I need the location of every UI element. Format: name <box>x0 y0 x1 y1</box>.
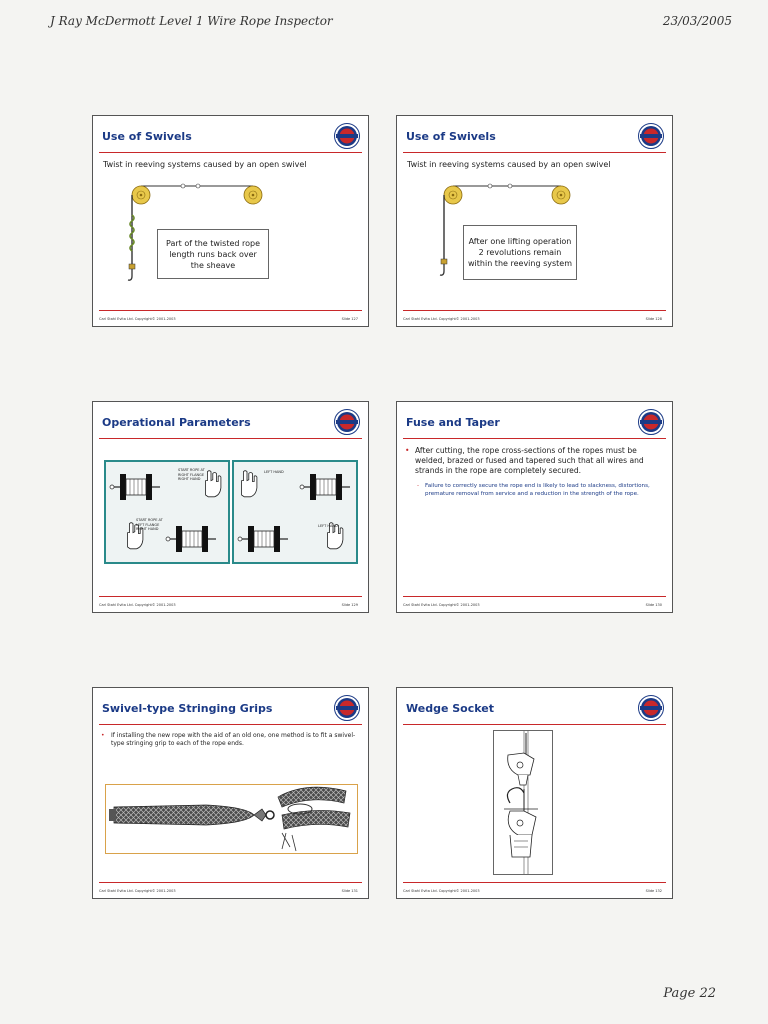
diagram-label-left-hand: LEFT HAND <box>264 470 284 474</box>
slide-footer-copyright: Carl Stahl Evita Ltd. Copyright© 2001-2003 <box>99 889 176 893</box>
slide-subtitle: Twist in reeving systems caused by an open swivel <box>407 160 611 169</box>
slide-footer-number: Slide 127 <box>341 317 358 321</box>
hook-icon <box>128 269 132 280</box>
slide-fuse-and-taper <box>396 401 673 613</box>
bullet-point: • If installing the new rope with the aid of an old one, one method is to fit a swivel-type stringing grip to each of the rope ends. <box>101 732 358 748</box>
document-header-date: 23/03/2005 <box>662 14 732 28</box>
slide-wedge-socket <box>396 687 673 899</box>
diagram-label-left-hand: LEFT HAND <box>318 524 338 528</box>
title-divider <box>99 152 362 153</box>
company-logo-icon <box>334 123 360 149</box>
slide-footer-copyright: Carl Stahl Evita Ltd. Copyright© 2001-2003 <box>403 317 480 321</box>
slide-footer-number: Slide 130 <box>645 603 662 607</box>
drum-diagram-panel-left <box>104 460 230 564</box>
company-logo-icon <box>638 695 664 721</box>
drum-icon <box>238 526 288 552</box>
slide-operational-parameters <box>92 401 369 613</box>
title-divider <box>99 438 362 439</box>
footer-divider <box>99 596 362 597</box>
footer-divider <box>99 882 362 883</box>
title-divider <box>403 438 666 439</box>
footer-divider <box>403 596 666 597</box>
slide-use-of-swivels-1 <box>92 115 369 327</box>
company-logo-icon <box>334 409 360 435</box>
company-logo-icon <box>334 695 360 721</box>
slide-use-of-swivels-2 <box>396 115 673 327</box>
footer-divider <box>99 310 362 311</box>
slide-footer-copyright: Carl Stahl Evita Ltd. Copyright© 2001-2003 <box>403 889 480 893</box>
slide-footer-copyright: Carl Stahl Evita Ltd. Copyright© 2001-2003 <box>99 317 176 321</box>
slide-footer-copyright: Carl Stahl Evita Ltd. Copyright© 2001-2003 <box>403 603 480 607</box>
bullet-point: • After cutting, the rope cross-sections of the ropes must be welded, brazed or fused and tapered such that all wires and strands in the rope are completely secured. <box>405 446 662 476</box>
slide-title: Operational Parameters <box>102 416 251 429</box>
hand-icon <box>242 471 257 497</box>
grip-photo-frame <box>105 784 358 854</box>
slide-footer-copyright: Carl Stahl Evita Ltd. Copyright© 2001-2003 <box>99 603 176 607</box>
bullet-text: If installing the new rope with the aid of an old one, one method is to fit a swivel-type stringing grip to each of the rope ends. <box>111 732 356 747</box>
sheave-icon <box>244 186 262 204</box>
footer-divider <box>403 882 666 883</box>
slide-footer-number: Slide 129 <box>341 603 358 607</box>
slide-footer-number: Slide 128 <box>645 317 662 321</box>
drum-icon <box>300 474 350 500</box>
grip-icon <box>106 785 357 853</box>
sheave-icon <box>132 186 150 204</box>
slide-swivel-type-stringing-grips <box>92 687 369 899</box>
slide-title: Wedge Socket <box>406 702 494 715</box>
wedge-socket-frame <box>493 730 553 875</box>
drum-diagram <box>234 462 356 562</box>
title-divider <box>403 724 666 725</box>
slide-footer-number: Slide 132 <box>645 889 662 893</box>
title-divider <box>403 152 666 153</box>
slide-subtitle: Twist in reeving systems caused by an open swivel <box>103 160 307 169</box>
footer-divider <box>403 310 666 311</box>
slide-footer-number: Slide 131 <box>341 889 358 893</box>
hook-icon <box>440 264 444 275</box>
drum-icon <box>110 474 160 500</box>
drum-diagram-panel-right <box>232 460 358 564</box>
diagram-label-start-right: START ROPE AT RIGHT FLANGE RIGHT HAND <box>178 468 205 481</box>
page-number: Page 22 <box>663 986 716 1001</box>
title-divider <box>99 724 362 725</box>
drum-icon <box>166 526 216 552</box>
bullet-text: After cutting, the rope cross-sections of the ropes must be welded, brazed or fused and tapered such that all wires and strands in the rope are completely secured. <box>415 446 644 475</box>
slide-title: Use of Swivels <box>102 130 192 143</box>
sheave-icon <box>552 186 570 204</box>
company-logo-icon <box>638 409 664 435</box>
slide-title: Use of Swivels <box>406 130 496 143</box>
document-header-title: J Ray McDermott Level 1 Wire Rope Inspector <box>50 14 333 28</box>
sub-bullet-text: Failure to correctly secure the rope end is likely to lead to slackness, distortions, premature removal from service and a reduction in the strength of the rope. <box>425 483 650 497</box>
diagram-label-start-left: START ROPE AT LEFT FLANGE RIGHT HAND <box>136 518 163 531</box>
callout-box: Part of the twisted rope length runs back over the sheave <box>157 229 269 279</box>
callout-box: After one lifting operation 2 revolutions remain within the reeving system <box>463 225 577 280</box>
wedge-socket-icon <box>494 731 552 874</box>
slide-title: Swivel-type Stringing Grips <box>102 702 273 715</box>
company-logo-icon <box>638 123 664 149</box>
sheave-icon <box>444 186 462 204</box>
sub-bullet-point: - Failure to correctly secure the rope end is likely to lead to slackness, distortions, premature removal from service and a reduction in the strength of the rope. <box>417 483 660 498</box>
slide-title: Fuse and Taper <box>406 416 500 429</box>
